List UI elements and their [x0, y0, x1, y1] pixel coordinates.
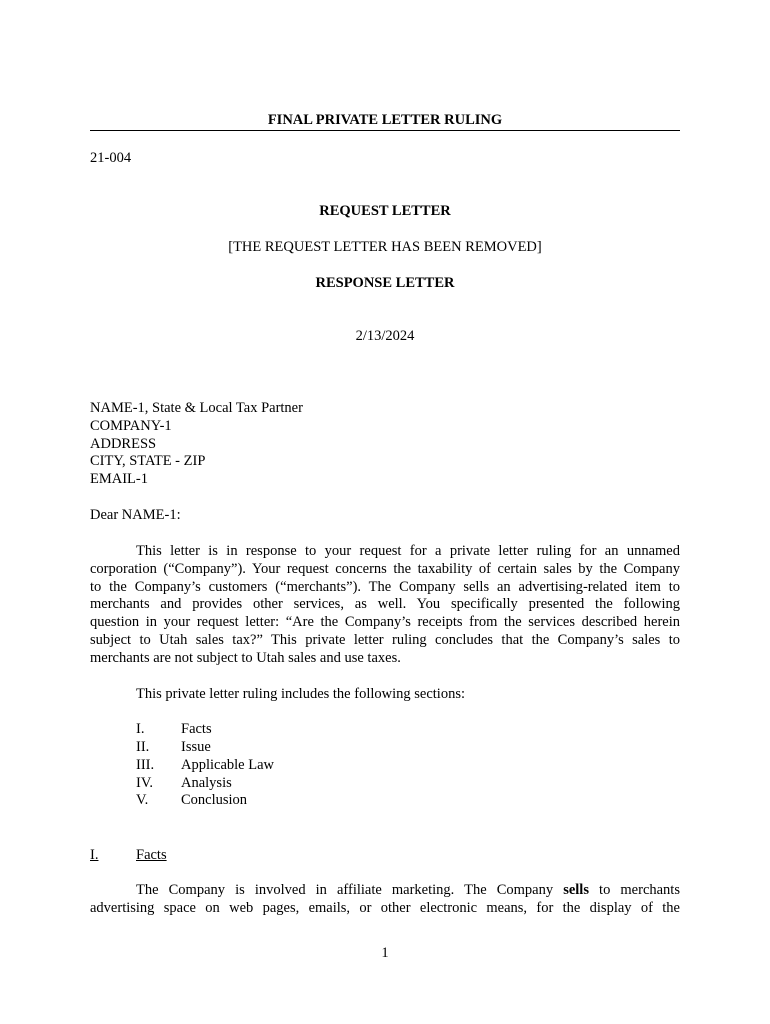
address-line: CITY, STATE - ZIP — [90, 453, 206, 470]
intro-paragraph — [90, 543, 680, 668]
paragraph-line: corporation (“Company”). Your request concerns the taxability of certain sales by the Company — [90, 560, 680, 577]
page-number: 1 — [381, 945, 389, 961]
paragraph-line: merchants are not subject to Utah sales and use taxes. — [90, 649, 401, 666]
paragraph-line: question in your request letter: “Are the Company’s receipts from the services described herein — [90, 614, 680, 631]
response-letter-heading: RESPONSE LETTER — [315, 275, 455, 291]
section-number: IV. — [136, 775, 154, 791]
bold-text-run: sells — [563, 882, 589, 898]
paragraph-line: advertising space on web pages, emails, or other electronic means, for the display of the — [90, 899, 680, 916]
section-label: Conclusion — [181, 792, 248, 808]
salutation: Dear NAME-1: — [90, 507, 181, 523]
facts-section-number: I. — [90, 847, 99, 863]
sections-intro: This private letter ruling includes the following sections: — [136, 686, 465, 702]
section-number: III. — [136, 757, 155, 773]
facts-section-heading: Facts — [136, 847, 167, 863]
section-number: II. — [136, 739, 150, 755]
section-label: Analysis — [181, 775, 232, 791]
section-number: I. — [136, 721, 145, 737]
section-number: V. — [136, 792, 149, 808]
letter-date: 2/13/2024 — [355, 328, 415, 344]
address-line: EMAIL-1 — [90, 471, 148, 488]
paragraph-line: subject to Utah sales tax?” This private letter ruling concludes that the Company’s sales to — [90, 631, 680, 648]
recipient-address-block — [90, 400, 303, 489]
request-removed-note: [THE REQUEST LETTER HAS BEEN REMOVED] — [228, 239, 542, 255]
text-run: to merchants — [588, 882, 680, 898]
section-label: Issue — [181, 739, 211, 755]
text-run: The Company is involved in affiliate marketing. The Company — [136, 882, 564, 898]
title-underline — [90, 130, 680, 131]
document-title: FINAL PRIVATE LETTER RULING — [267, 112, 503, 128]
section-label: Facts — [181, 721, 212, 737]
address-line: COMPANY-1 — [90, 417, 172, 434]
paragraph-line: merchants and provides other services, as well. You specifically presented the following — [90, 596, 680, 613]
address-line: ADDRESS — [90, 435, 157, 452]
paragraph-line: This letter is in response to your request for a private letter ruling for an unnamed — [136, 543, 680, 559]
facts-paragraph — [90, 882, 680, 918]
request-letter-heading: REQUEST LETTER — [319, 203, 451, 219]
paragraph-line: to the Company’s customers (“merchants”). The Company sells an advertising-related item to — [90, 578, 680, 595]
section-label: Applicable Law — [181, 757, 275, 773]
ruling-number: 21-004 — [90, 150, 132, 166]
paragraph-line — [90, 882, 680, 900]
address-line: NAME-1, State & Local Tax Partner — [90, 400, 303, 416]
